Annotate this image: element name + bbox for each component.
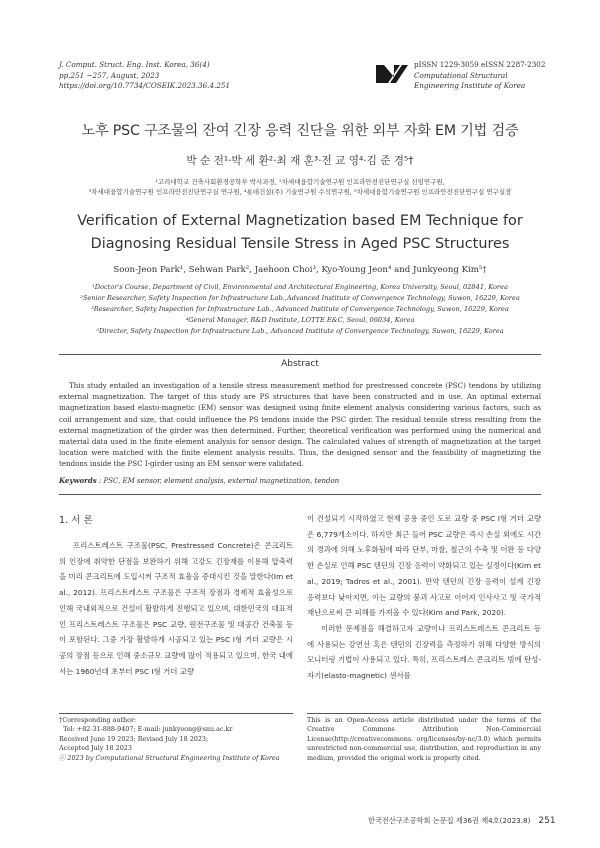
journal-citation <box>59 60 230 92</box>
journal-issue: 한국전산구조공학회 논문집 제36권 제4호(2023.8) <box>368 816 531 825</box>
page-number: 251 <box>538 816 556 826</box>
left-column <box>59 538 293 679</box>
section-heading: 1. 서 론 <box>59 515 93 526</box>
affiliation: ¹Doctor's Course, Department of Civil, Environmental and Architectural Engineering, Korea University, Seoul, 02841, Korea <box>92 283 508 291</box>
korean-title: 노후 PSC 구조물의 잔여 긴장 응력 진단을 위한 외부 자화 EM 기법 검증 <box>81 123 519 139</box>
english-affiliations <box>0 282 600 337</box>
issn-block <box>414 60 545 92</box>
affiliation: ²Senior Researcher, Safety Inspection for Infrastructure Lab.,Advanced Institute of Convergence Technology, Suwon, 16229, Korea <box>80 294 520 302</box>
korean-affiliations <box>20 177 580 197</box>
journal-name: J. Comput. Struct. Eng. Inst. Korea, 36(4) <box>59 60 210 69</box>
abstract-text: This study entailed an investigation of a tensile stress measurement method for prestressed concrete (PSC) tendons by utilizing external magnetization. The target of this study are PS structures that have been constructed and in use. An optimal external magnetization based elasto-magnetic (EM) sensor was designed using finite element analysis considering various factors, such as coil arrangement and size, that could influence the PS tendons inside the PSC girder. The residual tensile stress resulting from the external magnetization of the girder was then determined. Further, theoretical verification was performed using the numerical and material data used in the finite element analysis for sensor design. The calculated values of strength of magnetization at the target location were matched with the finite element analysis results. Thus, the designed sensor and the feasibility of magnetizing the tendons inside the PSC I-girder using an EM sensor were validated. <box>59 381 541 469</box>
footnote-line: Accepted July 18 2023 <box>59 744 132 753</box>
page-footer <box>368 816 556 826</box>
abstract-top-rule <box>59 354 541 355</box>
license-rule <box>307 713 541 714</box>
coseik-logo-icon <box>372 59 410 89</box>
abstract-bottom-rule <box>59 494 541 495</box>
doi-link[interactable]: https://doi.org/10.7734/COSEIK.2023.36.4.251 <box>59 81 231 90</box>
affiliation: ⁴General Manager, R&D Institute, LOTTE E&C, Seoul, 06034, Korea <box>185 316 415 324</box>
issn: pISSN 1229-3059 eISSN 2287-2302 <box>414 60 546 69</box>
footnote-line: †Corresponding author: <box>59 716 137 724</box>
paragraph: 프리스트레스트 구조물(PSC, Prestressed Concrete)은 콘크리트의 인장에 취약한 단점을 보완하기 위해 고강도 긴장재를 이용해 압축력을 미리 콘크리트에 도입시켜 구조적 효율을 증대시킨 것을 말한다(Im et al., 2012). 프리스트레스트 구조물은 구조적 장점과 경제적 효율성으로 인해 국내외적으로 건설이 활발하게 진행되고 있으며, 대한민국의 대표적인 프리스트레스트 구조물은 PSC 교량, 원전구조물 및 대공간 건축물 등이 포함된다. 그중 가장 활발하게 시공되고 있는 PSC I형 거더 교량은 시공의 장점 등으로 인해 중소규모 교량에 많이 적용되고 있으며, 한국 내에서는 1960년대 초부터 PSC I형 거더 교량 <box>59 541 293 676</box>
license-note: This is an Open-Access article distributed under the terms of the Creative Commons Attribution Non-Commercial License(http://creativecommons. org/licenses/by-nc/3.0) which permits unrestricted non-commercial use, distribution, and reproduction in any medium, provided the original work is properly cited. <box>307 716 541 762</box>
english-title <box>0 210 600 255</box>
footnote-line: ⓒ 2023 by Computational Structural Engineering Institute of Korea <box>59 753 280 762</box>
abstract-heading: Abstract <box>281 359 319 369</box>
korean-authors: 박 순 전¹·박 세 환²·최 재 훈³·전 교 영⁴·김 준 경⁵† <box>186 155 414 167</box>
affiliation: ⁵Director, Safety Inspection for Infrastructure Lab., Advanced Institute of Convergence Technology, Suwon, 16229, Korea <box>96 327 504 335</box>
keywords-list: : PSC, EM sensor, element analysis, external magnetization, tendon <box>98 477 340 485</box>
affiliation: ³Researcher, Safety Inspection for Infrastructure Lab., Advanced Institute of Convergence Technology, Suwon, 16229, Korea <box>91 305 509 313</box>
society-line1: Computational Structural <box>414 70 508 80</box>
page-range: pp.251 ~257, August, 2023 <box>59 70 160 80</box>
english-authors: Soon-Jeon Park¹, Sehwan Park², Jaehoon Choi³, Kyo-Young Jeon⁴ and Junkyeong Kim⁵† <box>113 265 487 275</box>
english-title-line: Verification of External Magnetization based EM Technique for <box>77 213 523 229</box>
abstract-body <box>59 380 541 470</box>
footnote-line: Received June 19 2023; Revised July 18 2023; <box>59 734 209 743</box>
keywords-label: Keywords <box>59 476 97 485</box>
right-column <box>307 511 541 684</box>
korean-affiliation-line: ³차세대융합기술연구원 인프라안전진단연구실 연구원, ⁴롯데건설(주) 기술연구원 수석연구원, ⁵차세대융합기술연구원 인프라안전진단연구실 연구실장 <box>88 188 512 196</box>
english-title-line: Diagnosing Residual Tensile Stress in Aged PSC Structures <box>90 235 510 252</box>
paragraph: 이 건설되기 시작하였고 현재 공용 중인 도로 교량 중 PSC I형 거더 교량은 6,779개소이다. 하지만 최근 들어 PSC 교량은 즉시 손실 외에도 시간의 경과에 의해 노후화됨에 따라 단부, 마찰, 철근의 수축 및 이완 등 다양한 손실로 인해 PSC 텐던의 긴장 응력이 약화되고 있는 실정이다(Kim et al., 2019; Tadros et al., 2001). 만약 텐던의 긴장 응력이 설계 긴장 응력보다 낮아지면, 이는 교량의 붕괴 사고로 이어져 인사사고 및 국가적 재난으로써 큰 피해를 가져올 수 있다(Kim and Park, 2020). <box>307 514 541 618</box>
paragraph: 이러한 문제점을 해결하고자 교량이나 프리스트레스트 콘크리트 등에 사용되는 강연선 혹은 텐던의 긴장력을 측정하기 위해 다양한 방식의 모니터링 기법이 사용되고 있다. 특히, 프리스트레스 콘크리트 빔에 탄성-자기(elasto-magnetic) 센서를 <box>307 623 541 681</box>
korean-affiliation-line: ¹고려대학교 건축사회환경공학부 박사과정, ²차세대융합기술연구원 인프라안전진단연구실 선임연구원, <box>155 178 445 186</box>
footnote-left <box>59 716 299 763</box>
footnote-rule <box>59 713 293 714</box>
society-line2: Engineering Institute of Korea <box>414 81 526 90</box>
keywords <box>59 476 541 485</box>
footnote-line: Tel: +82-31-888-9407; E-mail: junkyeong@snu.ac.kr <box>59 725 233 734</box>
